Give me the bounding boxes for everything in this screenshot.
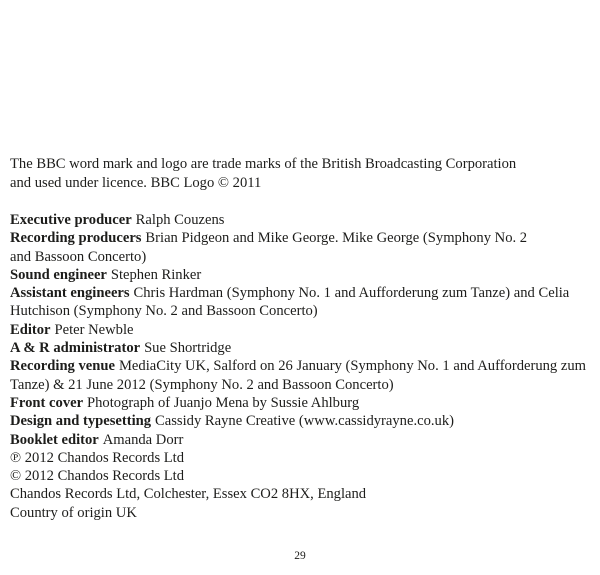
credit-role: Recording producers bbox=[10, 230, 142, 247]
credit-role: Editor bbox=[10, 321, 51, 338]
credit-line bbox=[10, 229, 600, 247]
credit-role: Booklet editor bbox=[10, 431, 99, 448]
credit-line bbox=[10, 449, 600, 467]
credit-value: Cassidy Rayne Creative (www.cassidyrayne.co.uk) bbox=[155, 413, 454, 430]
credit-line bbox=[10, 266, 600, 284]
credit-line bbox=[10, 376, 600, 394]
credit-value: Country of origin UK bbox=[10, 504, 137, 521]
credit-line bbox=[10, 412, 600, 430]
credit-line bbox=[10, 211, 600, 229]
credit-role: Front cover bbox=[10, 394, 84, 411]
credits-list bbox=[10, 211, 600, 522]
credit-value: Ralph Couzens bbox=[135, 212, 225, 228]
credit-line bbox=[10, 485, 600, 503]
credit-line bbox=[10, 357, 600, 375]
credit-line bbox=[10, 504, 600, 522]
credit-line bbox=[10, 248, 600, 266]
credit-value: and Bassoon Concerto) bbox=[10, 248, 147, 265]
credit-value: Hutchison (Symphony No. 2 and Bassoon Concerto) bbox=[10, 303, 318, 320]
credit-line bbox=[10, 321, 600, 339]
credit-value: Chandos Records Ltd, Colchester, Essex CO2 8HX, England bbox=[10, 486, 367, 503]
credit-role: Assistant engineers bbox=[10, 285, 130, 302]
credit-role: Executive producer bbox=[10, 212, 132, 228]
credit-line bbox=[10, 284, 600, 302]
credit-value: MediaCity UK, Salford on 26 January (Symphony No. 1 and Aufforderung zum bbox=[118, 358, 587, 375]
credit-value: Photograph of Juanjo Mena by Sussie Ahlburg bbox=[87, 394, 360, 411]
notice-line: The BBC word mark and logo are trade marks of the British Broadcasting Corporation bbox=[10, 156, 517, 172]
credit-value: Brian Pidgeon and Mike George. Mike George (Symphony No. 2 bbox=[145, 230, 528, 247]
credit-role: Recording venue bbox=[10, 358, 115, 375]
credit-line bbox=[10, 339, 600, 357]
credit-value: Peter Newble bbox=[54, 321, 134, 338]
credit-value: Amanda Dorr bbox=[102, 431, 184, 448]
credit-value: Chris Hardman (Symphony No. 1 and Aufforderung zum Tanze) and Celia bbox=[133, 285, 570, 302]
credit-value: ℗ 2012 Chandos Records Ltd bbox=[10, 449, 185, 466]
credit-role: Sound engineer bbox=[10, 266, 107, 283]
credit-line bbox=[10, 302, 600, 320]
credit-line bbox=[10, 394, 600, 412]
credit-role: Design and typesetting bbox=[10, 413, 152, 430]
credit-role: A & R administrator bbox=[10, 340, 141, 357]
credit-line bbox=[10, 467, 600, 485]
credit-value: Tanze) & 21 June 2012 (Symphony No. 2 and Bassoon Concerto) bbox=[10, 376, 394, 393]
page-number: 29 bbox=[294, 550, 306, 562]
credit-value: Stephen Rinker bbox=[110, 266, 202, 283]
credit-line bbox=[10, 431, 600, 449]
trademark-notice bbox=[10, 155, 600, 193]
notice-line: and used under licence. BBC Logo © 2011 bbox=[10, 175, 262, 191]
credit-value: © 2012 Chandos Records Ltd bbox=[10, 468, 185, 485]
text-block bbox=[10, 155, 600, 522]
credit-value: Sue Shortridge bbox=[144, 340, 232, 357]
